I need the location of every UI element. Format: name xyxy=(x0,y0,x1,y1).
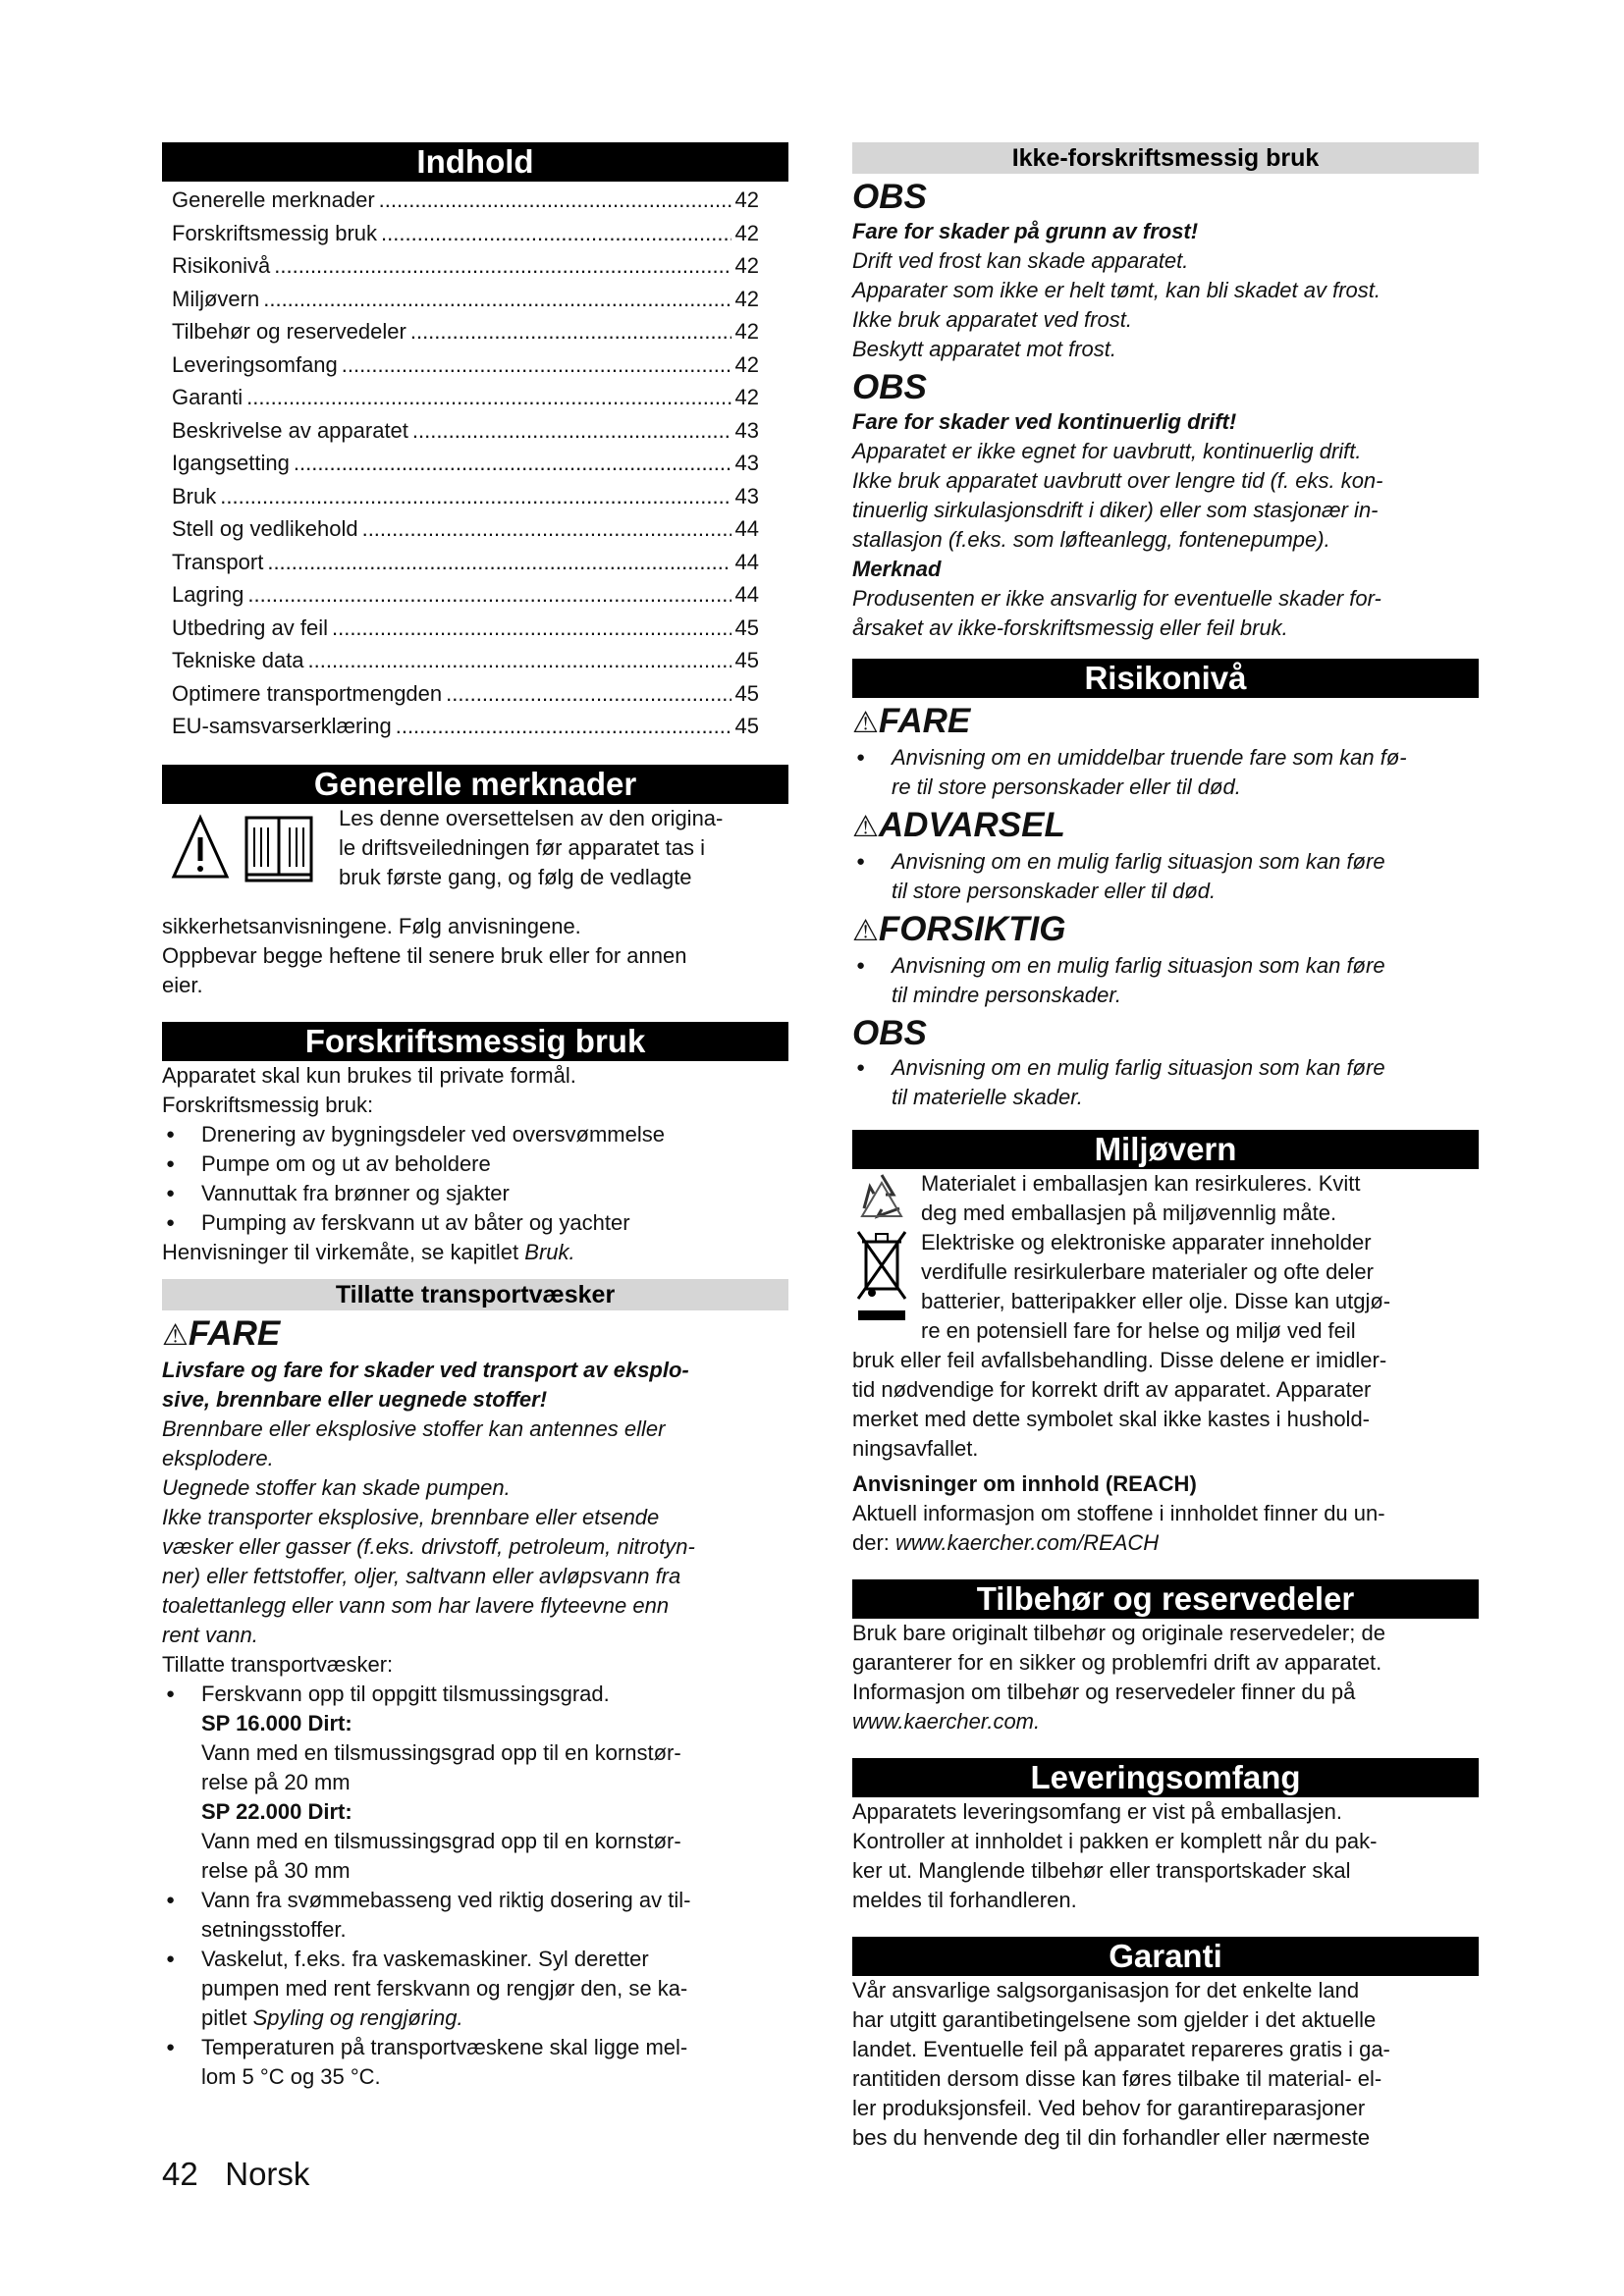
fluids-line: Ikke transporter eksplosive, brennbare eller etsende xyxy=(162,1504,660,1529)
left-column xyxy=(162,142,788,2092)
toc-entry-label: Risikonivå xyxy=(172,253,271,278)
toc-leader xyxy=(294,447,731,480)
toc-entry-page: 44 xyxy=(734,516,759,541)
model-label: SP 16.000 Dirt: xyxy=(201,1710,352,1735)
toc-entry[interactable] xyxy=(162,447,788,480)
toc-entry-label: Tekniske data xyxy=(172,648,304,672)
risk-level xyxy=(852,1014,1479,1112)
model-text: relse på 20 mm xyxy=(201,1769,351,1794)
warning-triangle-icon: ⚠ xyxy=(852,811,879,843)
list-item xyxy=(852,847,1479,906)
list-item-text: re til store personskader eller til død. xyxy=(892,774,1241,799)
list-item-text: ● Vann fra svømmebasseng ved riktig dosering av til- xyxy=(201,1887,691,1912)
warranty-line: landet. Eventuelle feil på apparatet repareres gratis i ga- xyxy=(852,2037,1390,2061)
toc-entry-page: 42 xyxy=(734,319,759,344)
fluids-line: ner) eller fettstoffer, oljer, saltvann eller avløpsvann fra xyxy=(162,1563,681,1588)
toc-leader xyxy=(412,414,731,448)
list-item xyxy=(162,2033,788,2092)
risk-level-label-text: FARE xyxy=(878,702,971,740)
toc-heading: Indhold xyxy=(162,142,788,182)
risk-level-list xyxy=(852,847,1479,906)
toc-entry-label: Optimere transportmengden xyxy=(172,680,443,706)
warning-triangle-icon: ⚠ xyxy=(852,915,879,947)
obs-bold-line: Fare for skader ved kontinuerlig drift! xyxy=(852,409,1237,434)
toc-leader xyxy=(362,512,731,546)
toc-leader xyxy=(342,348,731,382)
toc-entry-page: 42 xyxy=(734,187,759,212)
list-item-text: til store personskader eller til død. xyxy=(892,879,1217,903)
toc-entry[interactable] xyxy=(162,249,788,283)
general-heading: Generelle merknader xyxy=(162,765,788,804)
note-label: Merknad xyxy=(852,557,942,581)
warning-book-icon xyxy=(166,806,323,904)
toc-entry-page: 42 xyxy=(734,253,759,278)
toc-leader xyxy=(267,546,731,579)
reference-link: Spyling og rengjøring. xyxy=(252,2004,463,2030)
proper-use-intro: Apparatet skal kun brukes til private formål. xyxy=(162,1062,576,1088)
risk-level-label xyxy=(852,910,1479,951)
proper-use-heading: Forskriftsmessig bruk xyxy=(162,1022,788,1061)
fluids-line: Brennbare eller eksplosive stoffer kan antennes eller xyxy=(162,1415,666,1441)
toc-entry[interactable] xyxy=(162,546,788,579)
toc-entry[interactable] xyxy=(162,381,788,414)
risk-heading: Risikonivå xyxy=(852,659,1479,698)
toc-entry-label: Generelle merknader xyxy=(172,187,375,212)
warning-triangle-icon: ⚠ xyxy=(852,707,879,739)
general-body-line: sikkerhetsanvisningene. Følg anvisningene. xyxy=(162,913,581,938)
env-body-line: tid nødvendige for korrekt drift av apparatet. Apparater xyxy=(852,1377,1372,1402)
warranty-heading: Garanti xyxy=(852,1937,1479,1976)
toc-entry-page: 42 xyxy=(734,286,759,311)
toc-leader xyxy=(246,381,731,414)
toc-leader xyxy=(379,184,731,217)
fluids-line: eksplodere. xyxy=(162,1445,274,1470)
note-line: årsaket av ikke-forskriftsmessig eller feil bruk. xyxy=(852,615,1288,640)
warranty-line: Vår ansvarlige salgsorganisasjon for det enkelte land xyxy=(852,1978,1360,2002)
model-label: SP 22.000 Dirt: xyxy=(201,1798,352,1824)
list-item-text: ● Anvisning om en umiddelbar truende fare som kan fø- xyxy=(892,745,1407,770)
toc-entry[interactable] xyxy=(162,348,788,382)
accessories-link[interactable]: www.kaercher.com. xyxy=(852,1709,1041,1734)
right-column xyxy=(852,142,1479,2153)
list-item-text: setningsstoffer. xyxy=(201,1916,347,1942)
toc-entry[interactable] xyxy=(162,578,788,612)
fluids-bold-line: Livsfare og fare for skader ved transport av eksplo- xyxy=(162,1357,689,1382)
list-item-text: lom 5 °C og 35 °C. xyxy=(201,2063,381,2089)
list-item xyxy=(852,951,1479,1010)
list-item-text: ● Temperaturen på transportvæskene skal ligge mel- xyxy=(201,2034,688,2059)
toc-entry-label: EU-samsvarserklæring xyxy=(172,714,392,738)
reference-text: Henvisninger til virkemåte, se kapitlet xyxy=(162,1239,525,1264)
toc-entry-label: Utbedring av feil xyxy=(172,614,328,640)
model-text: Vann med en tilsmussingsgrad opp til en kornstør- xyxy=(201,1828,681,1853)
weee-line: batterier, batteripakker eller olje. Disse kan utgjø- xyxy=(921,1289,1391,1313)
toc-leader xyxy=(446,677,731,711)
toc-entry-label: Garanti xyxy=(172,385,244,409)
accessories-line: Informasjon om tilbehør og reservedeler finner du på xyxy=(852,1680,1356,1704)
obs-line: stallasjon (f.eks. som løfteanlegg, fontenepumpe). xyxy=(852,527,1330,552)
reach-line xyxy=(852,1528,1479,1558)
fluids-line: rent vann. xyxy=(162,1622,258,1647)
toc-entry-page: 42 xyxy=(734,385,759,409)
list-item xyxy=(162,1680,788,1886)
general-intro xyxy=(162,804,788,912)
toc-entry-page: 45 xyxy=(734,648,759,672)
toc-entry-page: 44 xyxy=(734,549,759,574)
toc-entry[interactable] xyxy=(162,677,788,711)
reach-link[interactable]: www.kaercher.com/REACH xyxy=(895,1530,1160,1555)
toc-entry[interactable] xyxy=(162,283,788,316)
risk-level-label-text: FORSIKTIG xyxy=(878,910,1066,948)
permitted-label: Tillatte transportvæsker: xyxy=(162,1651,394,1677)
toc-leader xyxy=(274,249,731,283)
list-item-text: ● Vaskelut, f.eks. fra vaskemaskiner. Syl deretter xyxy=(201,1946,649,1971)
list-item: ● Pumping av ferskvann ut av båter og yachter xyxy=(162,1208,788,1238)
toc-entry-label: Stell og vedlikehold xyxy=(172,516,358,541)
accessories-line: garanterer for en sikker og problemfri drift av apparatet. xyxy=(852,1650,1382,1675)
list-item-text: pumpen med rent ferskvann og rengjør den, se ka- xyxy=(201,1975,688,2001)
recycle-line: deg med emballasjen på miljøvennlig måte. xyxy=(921,1201,1337,1225)
toc-leader xyxy=(308,644,731,677)
warranty-line: ler produksjonsfeil. Ved behov for garantireparasjoner xyxy=(852,2096,1366,2120)
toc-entry-label: Miljøvern xyxy=(172,286,260,311)
general-line: bruk første gang, og følg de vedlagte xyxy=(339,864,692,889)
env-body-line: merket med dette symbolet skal ikke kastes i hushold- xyxy=(852,1407,1371,1431)
toc-entry[interactable] xyxy=(162,315,788,348)
obs-line: Ikke bruk apparatet ved frost. xyxy=(852,307,1132,332)
toc-entry-page: 42 xyxy=(734,220,759,245)
risk-level xyxy=(852,806,1479,906)
toc-entry-page: 45 xyxy=(734,614,759,640)
scope-heading: Leveringsomfang xyxy=(852,1758,1479,1797)
toc-leader xyxy=(263,283,731,316)
reach-title: Anvisninger om innhold (REACH) xyxy=(852,1471,1197,1496)
scope-line: Apparatets leveringsomfang er vist på emballasjen. xyxy=(852,1799,1342,1824)
toc-entry[interactable] xyxy=(162,184,788,217)
toc-entry-label: Leveringsomfang xyxy=(172,351,338,377)
risk-level-label xyxy=(852,1014,1479,1053)
list-item: ● Vannuttak fra brønner og sjakter xyxy=(162,1179,788,1208)
toc-entry[interactable] xyxy=(162,414,788,448)
recycle-line: Materialet i emballasjen kan resirkuleres. Kvitt xyxy=(921,1171,1361,1196)
risk-levels xyxy=(852,702,1479,1112)
list-item-text: ● Anvisning om en mulig farlig situasjon som kan føre xyxy=(892,953,1385,978)
risk-level xyxy=(852,702,1479,802)
obs-line: Beskytt apparatet mot frost. xyxy=(852,337,1117,361)
toc-entry-label: Forskriftsmessig bruk xyxy=(172,220,378,245)
fluids-bold-line: sive, brennbare eller uegnede stoffer! xyxy=(162,1386,548,1412)
warning-triangle-icon: ⚠ xyxy=(162,1318,189,1352)
fluids-heading: Tillatte transportvæsker xyxy=(162,1279,788,1310)
risk-level xyxy=(852,910,1479,1010)
scope-line: Kontroller at innholdet i pakken er komplett når du pak- xyxy=(852,1829,1378,1853)
toc-entry-label: Transport xyxy=(172,549,264,574)
toc-entry-page: 45 xyxy=(734,680,759,706)
fluids-line: væsker eller gasser (f.eks. drivstoff, petroleum, nitrotyn- xyxy=(162,1533,695,1559)
reference-text: pitlet xyxy=(201,2004,253,2030)
scope-line: ker ut. Manglende tilbehør eller transportskader skal xyxy=(852,1858,1351,1883)
page-number: 42 xyxy=(162,2156,198,2192)
danger-label-text: FARE xyxy=(188,1313,281,1353)
general-body-line: eier. xyxy=(162,972,203,997)
proper-use-reference xyxy=(162,1238,788,1267)
list-item xyxy=(852,743,1479,802)
fluids-line: toalettanlegg eller vann som har lavere flyteevne enn xyxy=(162,1592,670,1618)
weee-line: Elektriske og elektroniske apparater inneholder xyxy=(921,1230,1372,1255)
model-text: Vann med en tilsmussingsgrad opp til en kornstør- xyxy=(201,1739,681,1765)
weee-note xyxy=(852,1228,1479,1346)
general-body-line: Oppbevar begge heftene til senere bruk eller for annen xyxy=(162,942,687,968)
warranty-line: har utgitt garantibetingelsene som gjelder i det aktuelle xyxy=(852,2007,1377,2032)
toc-entry[interactable] xyxy=(162,644,788,677)
recycle-note xyxy=(852,1169,1479,1228)
list-item: ● Pumpe om og ut av beholdere xyxy=(162,1149,788,1179)
risk-level-label xyxy=(852,702,1479,743)
toc-entry[interactable] xyxy=(162,512,788,546)
toc-entry[interactable] xyxy=(162,710,788,743)
accessories-line: Bruk bare originalt tilbehør og originale reservedeler; de xyxy=(852,1621,1385,1645)
list-item-text: til materielle skader. xyxy=(892,1085,1083,1109)
reference-link: Bruk. xyxy=(524,1239,575,1264)
risk-level-list xyxy=(852,743,1479,802)
risk-level-label-text: OBS xyxy=(852,1014,927,1052)
obs-line: Drift ved frost kan skade apparatet. xyxy=(852,248,1189,273)
toc-leader xyxy=(220,480,731,513)
scope-line: meldes til forhandleren. xyxy=(852,1888,1077,1912)
toc-entry-page: 43 xyxy=(734,451,759,475)
toc-entry-label: Bruk xyxy=(172,483,217,508)
reach-prefix: der: xyxy=(852,1530,896,1555)
general-line: Les denne oversettelsen av den origina- xyxy=(339,805,724,830)
obs-label: OBS xyxy=(852,178,927,216)
list-item: ● Drenering av bygningsdeler ved oversvømmelse xyxy=(162,1120,788,1149)
risk-level-list xyxy=(852,951,1479,1010)
toc-entry[interactable] xyxy=(162,217,788,250)
env-body-line: ningsavfallet. xyxy=(852,1436,979,1461)
toc-entry[interactable] xyxy=(162,480,788,513)
obs-label: OBS xyxy=(852,368,927,406)
toc-entry-label: Igangsetting xyxy=(172,451,290,475)
list-item-text xyxy=(201,2003,788,2033)
page-footer xyxy=(162,2155,309,2194)
warranty-line: rantitiden dersom disse kan føres tilbake til material- el- xyxy=(852,2066,1382,2091)
note-line: Produsenten er ikke ansvarlig for eventuelle skader for- xyxy=(852,586,1381,611)
proper-use-intro: Forskriftsmessig bruk: xyxy=(162,1092,374,1117)
permitted-list xyxy=(162,1680,788,2092)
toc-leader xyxy=(332,612,731,645)
weee-line: re en potensiell fare for helse og miljø ved feil xyxy=(921,1318,1356,1343)
toc-leader xyxy=(381,217,731,250)
list-item-text: til mindre personskader. xyxy=(892,983,1121,1007)
toc-entry-label: Beskrivelse av apparatet xyxy=(172,417,408,443)
toc-leader xyxy=(410,315,731,348)
list-item-text: ● Anvisning om en mulig farlig situasjon som kan føre xyxy=(892,1055,1385,1080)
toc-entry-label: Lagring xyxy=(172,582,244,607)
reach-line: Aktuell informasjon om stoffene i innholdet finner du un- xyxy=(852,1501,1385,1525)
toc-leader xyxy=(396,710,731,743)
list-item-text: ● Ferskvann opp til oppgitt tilsmussingsgrad. xyxy=(201,1681,610,1706)
list-item xyxy=(162,1945,788,2033)
obs-line: Apparater som ikke er helt tømt, kan bli skadet av frost. xyxy=(852,278,1380,302)
obs-bold-line: Fare for skader på grunn av frost! xyxy=(852,219,1199,243)
model-text: relse på 30 mm xyxy=(201,1857,351,1883)
list-item xyxy=(852,1053,1479,1112)
env-body-line: bruk eller feil avfallsbehandling. Disse delene er imidler- xyxy=(852,1348,1387,1372)
obs-line: Apparatet er ikke egnet for uavbrutt, kontinuerlig drift. xyxy=(852,439,1362,463)
toc-entry-page: 43 xyxy=(734,483,759,508)
recycle-icon xyxy=(852,1169,911,1236)
fluids-line: Uegnede stoffer kan skade pumpen. xyxy=(162,1474,511,1500)
obs-line: tinuerlig sirkulasjonsdrift i diker) eller som stasjonær in- xyxy=(852,498,1379,522)
page-language: Norsk xyxy=(225,2156,310,2192)
toc-entry-page: 43 xyxy=(734,417,759,443)
env-heading: Miljøvern xyxy=(852,1130,1479,1169)
general-line: le driftsveiledningen før apparatet tas i xyxy=(339,834,705,860)
toc-entry-page: 45 xyxy=(734,714,759,738)
list-item-text: ● Anvisning om en mulig farlig situasjon som kan føre xyxy=(892,849,1385,874)
toc-entry-label: Tilbehør og reservedeler xyxy=(172,319,406,344)
risk-level-list xyxy=(852,1053,1479,1112)
accessories-heading: Tilbehør og reservedeler xyxy=(852,1579,1479,1619)
toc-entry-page: 42 xyxy=(734,351,759,377)
weee-line: verdifulle resirkulerbare materialer og ofte deler xyxy=(921,1259,1374,1284)
crossed-bin-icon xyxy=(852,1228,911,1344)
obs-line: Ikke bruk apparatet uavbrutt over lengre tid (f. eks. kon- xyxy=(852,468,1383,493)
risk-level-label xyxy=(852,806,1479,847)
proper-use-list xyxy=(162,1120,788,1238)
toc-leader xyxy=(247,578,731,612)
toc-entry-page: 44 xyxy=(734,582,759,607)
list-item xyxy=(162,1886,788,1945)
toc-entry[interactable] xyxy=(162,612,788,645)
danger-label xyxy=(162,1314,788,1356)
table-of-contents xyxy=(162,182,788,743)
warranty-line: bes du henvende deg til din forhandler eller nærmeste xyxy=(852,2125,1371,2150)
risk-level-label-text: ADVARSEL xyxy=(878,806,1065,844)
improper-heading: Ikke-forskriftsmessig bruk xyxy=(852,142,1479,174)
